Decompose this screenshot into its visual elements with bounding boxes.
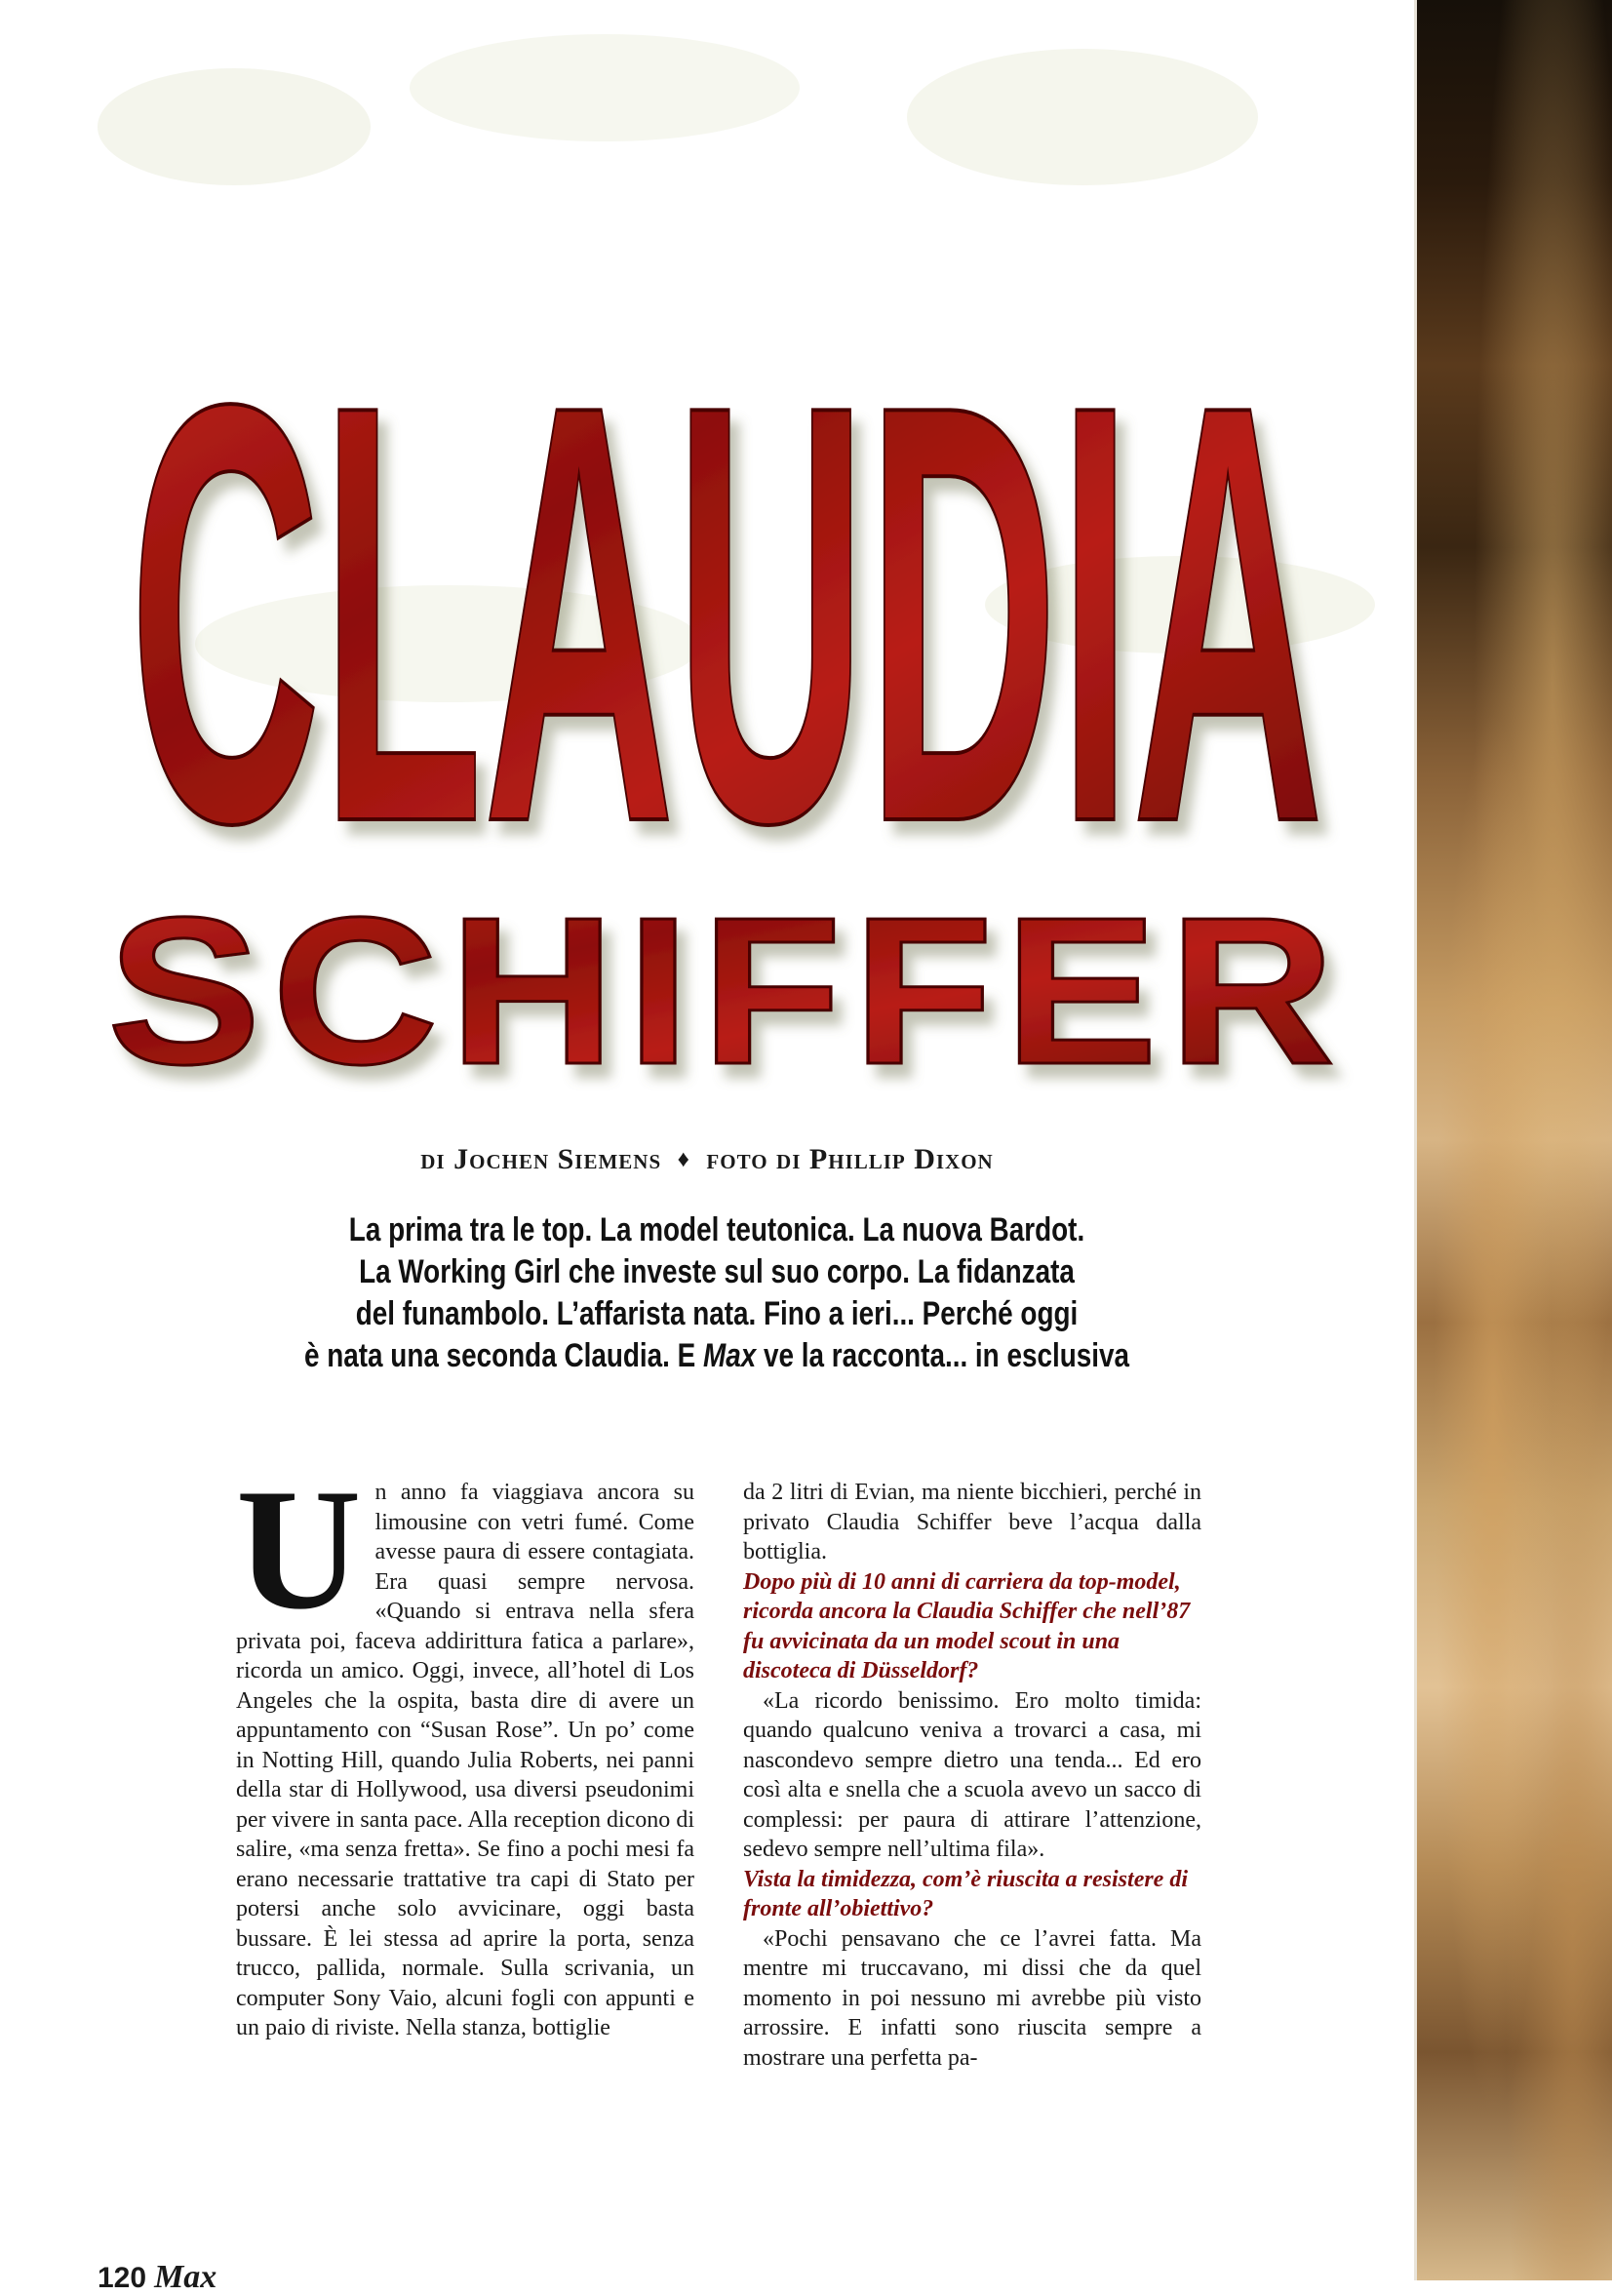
page-number: 120 <box>98 2262 147 2294</box>
article-paragraph: «Pochi pensavano che ce l’avrei fatta. Ma mentre mi truccavano, mi dissi che da quel momento in poi nessuno mi avrebbe più visto arrossire. E infatti sono riuscita sempre a mostrare una perfetta pa- <box>743 1925 1201 2071</box>
article-paragraph: «La ricordo benissimo. Ero molto timida: quando qualcuno veniva a trovarci a casa, mi nascondevo sempre dietro una tenda... Ed ero così alta e snella che a scuola avevo un sacco di complessi: per paura di attirare l’attenzione, sedevo sempre nell’ultima fila». <box>743 1687 1201 1862</box>
diamond-icon: ♦ <box>677 1147 690 1172</box>
byline-photographer: Phillip Dixon <box>808 1143 994 1175</box>
interview-question: Vista la timidezza, com’è riuscita a resistere di fronte all’obiettivo? <box>743 1866 1188 1921</box>
byline <box>0 1143 1414 1176</box>
byline-photo-prefix: foto di <box>706 1143 802 1175</box>
byline-prefix: di <box>420 1143 446 1175</box>
standfirst-line: La Working Girl che investe sul suo corpo. La fidanzata <box>359 1253 1075 1290</box>
drop-cap: U <box>236 1452 362 1645</box>
article-paragraph: da 2 litri di Evian, ma niente bicchieri, perché in privato Claudia Schiffer beve l’acqua dalla bottiglia. <box>743 1480 1201 1564</box>
byline-author: Jochen Siemens <box>453 1143 662 1175</box>
title-claudia: CLAUDIA <box>129 282 1324 946</box>
standfirst <box>265 1209 1169 1377</box>
standfirst-line: La prima tra le top. La model teutonica. La nuova Bardot. <box>348 1211 1085 1248</box>
title-art <box>59 20 1395 1092</box>
article-paragraph: n anno fa viaggiava ancora su limousine con vetri fumé. Come avesse paura di essere contagiata. Era quasi sempre nervosa. «Quando si entrava nella sfera privata poi, faceva addirittura fatica a parlare», ricorda un amico. Oggi, invece, all’hotel di Los Angeles che la ospita, basta dire di avere un appuntamento con “Susan Rose”. Un po’ come in Notting Hill, quando Julia Roberts, nei panni della star di Hollywood, usa diversi pseudonimi per vivere in santa pace. Alla reception dicono di salire, «ma senza fretta». Se fino a pochi mesi fa erano necessarie trattative tra capi di Stato per potersi anche solo avvicinare, oggi basta bussare. È lei stessa ad aprire la porta, senza trucco, pallida, normale. Sulla scrivania, un computer Sony Vaio, alcuni fogli con appunti e un paio di riviste. Nella stanza, bottiglie <box>236 1480 694 2040</box>
standfirst-line: è nata una seconda Claudia. E Max ve la racconta... in esclusiva <box>303 1337 1130 1374</box>
max-mention: Max <box>702 1337 757 1374</box>
page-folio <box>98 2259 216 2296</box>
standfirst-line: del funambolo. L’affarista nata. Fino a ieri... Perché oggi <box>355 1295 1079 1332</box>
magazine-logo: Max <box>154 2259 217 2295</box>
title-schiffer: SCHIFFER <box>107 873 1346 1092</box>
interview-question: Dopo più di 10 anni di carriera da top-model, ricorda ancora la Claudia Schiffer che nell’87 fu avvicinata da un model scout in una discoteca di Düsseldorf? <box>743 1568 1191 1683</box>
article-column-2 <box>743 1478 1201 2073</box>
cover-photo-strip <box>1414 0 1612 2280</box>
article-column-1 <box>236 1452 694 2043</box>
